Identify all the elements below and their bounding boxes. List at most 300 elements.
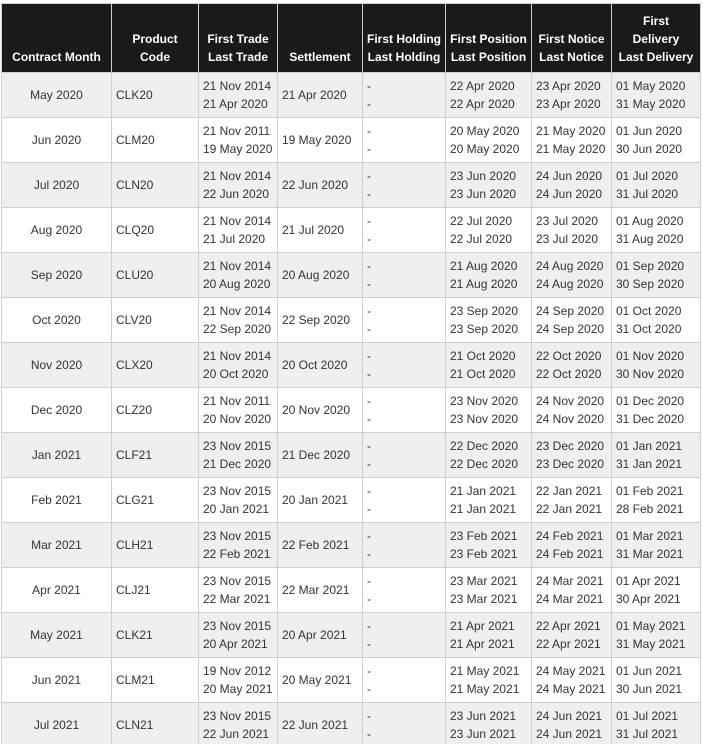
last-holding-date: - [367,97,371,111]
last-holding-date: - [367,277,371,291]
last-holding-date: - [367,457,371,471]
header-holding: First Holding Last Holding [363,4,446,73]
first-position-date: 21 May 2021 [450,664,520,678]
last-notice-date: 24 May 2021 [536,682,606,696]
product-code-cell [112,613,199,658]
notice-cell [532,523,612,568]
first-position-date: 21 Oct 2020 [450,349,516,363]
product-code-cell [112,253,199,298]
last-position-date: 23 Jun 2020 [450,187,517,201]
first-holding-date: - [367,169,371,183]
product-code-cell [112,658,199,703]
contract-month: Feb 2021 [31,493,82,507]
table-header [2,4,701,73]
trade-cell [199,658,278,703]
product-code-cell [112,433,199,478]
first-delivery-date: 01 Nov 2020 [616,349,685,363]
last-trade-date: 22 Feb 2021 [203,547,271,561]
last-delivery-date: 30 Apr 2021 [616,592,681,606]
trade-cell [199,703,278,744]
holding-cell [363,433,446,478]
settlement-date: 21 Dec 2020 [282,448,351,462]
last-delivery-date: 31 Jan 2021 [616,457,683,471]
contract-month: May 2021 [30,628,83,642]
contract-month-cell [2,523,112,568]
notice-cell [532,433,612,478]
first-delivery-date: 01 May 2021 [616,619,686,633]
delivery-cell [612,388,701,433]
product-code-cell [112,343,199,388]
first-delivery-date: 01 Mar 2021 [616,529,684,543]
last-trade-date: 20 Apr 2021 [203,637,268,651]
position-cell [446,343,532,388]
settlement-cell [278,343,363,388]
last-trade-date: 20 Aug 2020 [203,277,271,291]
last-trade-date: 22 Sep 2020 [203,322,272,336]
table-row [2,523,701,568]
product-code: CLK21 [116,628,153,642]
first-trade-date: 21 Nov 2014 [203,169,272,183]
trade-cell [199,118,278,163]
last-holding-date: - [367,547,371,561]
contract-month-cell [2,118,112,163]
first-delivery-date: 01 Oct 2020 [616,304,682,318]
first-trade-date: 23 Nov 2015 [203,439,272,453]
last-position-date: 23 Nov 2020 [450,412,519,426]
table-row [2,73,701,118]
table-row [2,613,701,658]
first-trade-date: 21 Nov 2011 [203,124,271,138]
delivery-cell [612,208,701,253]
last-delivery-date: 31 Mar 2021 [616,547,684,561]
last-notice-date: 22 Oct 2020 [536,367,602,381]
first-holding-date: - [367,79,371,93]
holding-cell [363,208,446,253]
position-cell [446,163,532,208]
first-position-date: 21 Apr 2021 [450,619,515,633]
holding-cell [363,118,446,163]
product-code: CLU20 [116,268,154,282]
last-trade-date: 19 May 2020 [203,142,273,156]
first-notice-date: 24 Feb 2021 [536,529,604,543]
settlement-cell [278,73,363,118]
last-holding-date: - [367,367,371,381]
first-holding-date: - [367,619,371,633]
contract-month-cell [2,253,112,298]
last-trade-date: 20 Oct 2020 [203,367,269,381]
trade-cell [199,73,278,118]
first-trade-date: 23 Nov 2015 [203,529,272,543]
delivery-cell [612,703,701,744]
product-code: CLM21 [116,673,155,687]
last-position-date: 21 Apr 2021 [450,637,515,651]
contract-month-cell [2,208,112,253]
settlement-date: 20 Apr 2021 [282,628,347,642]
notice-cell [532,613,612,658]
header-settlement: Settlement [278,4,363,73]
contract-month: Jan 2021 [31,448,82,462]
settlement-date: 20 Nov 2020 [282,403,351,417]
contract-month: Jun 2020 [31,133,82,147]
delivery-cell [612,658,701,703]
product-code: CLM20 [116,133,155,147]
product-code: CLN20 [116,178,154,192]
first-trade-date: 23 Nov 2015 [203,709,272,723]
first-notice-date: 21 May 2020 [536,124,606,138]
last-notice-date: 24 Mar 2021 [536,592,604,606]
notice-cell [532,568,612,613]
header-trade: First Trade Last Trade [199,4,278,73]
last-notice-date: 24 Sep 2020 [536,322,605,336]
first-delivery-date: 01 Dec 2020 [616,394,685,408]
settlement-date: 20 May 2021 [282,673,352,687]
product-code-cell [112,478,199,523]
first-notice-date: 24 Jun 2020 [536,169,603,183]
settlement-cell [278,613,363,658]
last-delivery-date: 31 May 2020 [616,97,686,111]
first-notice-date: 22 Jan 2021 [536,484,603,498]
settlement-date: 22 Sep 2020 [282,313,351,327]
first-notice-date: 24 Mar 2021 [536,574,604,588]
settlement-cell [278,118,363,163]
settlement-cell [278,388,363,433]
first-trade-date: 23 Nov 2015 [203,484,272,498]
product-code-cell [112,208,199,253]
first-holding-date: - [367,574,371,588]
delivery-cell [612,568,701,613]
first-delivery-date: 01 Jul 2021 [616,709,679,723]
product-code: CLG21 [116,493,155,507]
last-position-date: 22 Jul 2020 [450,232,513,246]
last-notice-date: 24 Feb 2021 [536,547,604,561]
trade-cell [199,388,278,433]
first-holding-date: - [367,394,371,408]
contract-month: Dec 2020 [30,403,83,417]
last-position-date: 20 May 2020 [450,142,520,156]
table-row [2,658,701,703]
settlement-cell [278,658,363,703]
first-delivery-date: 01 Jan 2021 [616,439,683,453]
first-holding-date: - [367,439,371,453]
product-code-cell [112,73,199,118]
delivery-cell [612,613,701,658]
table-body [2,73,701,744]
last-trade-date: 21 Jul 2020 [203,232,266,246]
position-cell [446,658,532,703]
first-holding-date: - [367,709,371,723]
product-code: CLV20 [116,313,152,327]
position-cell [446,568,532,613]
last-holding-date: - [367,232,371,246]
product-code-cell [112,118,199,163]
last-delivery-date: 31 Jul 2020 [616,187,679,201]
position-cell [446,703,532,744]
notice-cell [532,118,612,163]
table-row [2,703,701,744]
last-position-date: 23 Mar 2021 [450,592,518,606]
first-position-date: 22 Jul 2020 [450,214,513,228]
last-notice-date: 22 Apr 2021 [536,637,601,651]
settlement-cell [278,163,363,208]
product-code-cell [112,298,199,343]
contract-month-cell [2,343,112,388]
settlement-cell [278,433,363,478]
last-position-date: 22 Dec 2020 [450,457,519,471]
last-trade-date: 21 Apr 2020 [203,97,268,111]
settlement-date: 20 Jan 2021 [282,493,349,507]
last-holding-date: - [367,592,371,606]
last-notice-date: 24 Nov 2020 [536,412,605,426]
first-notice-date: 24 Sep 2020 [536,304,605,318]
first-position-date: 21 Aug 2020 [450,259,518,273]
last-notice-date: 23 Dec 2020 [536,457,605,471]
last-trade-date: 22 Jun 2021 [203,727,270,741]
notice-cell [532,658,612,703]
first-delivery-date: 01 Sep 2020 [616,259,685,273]
table-row [2,388,701,433]
last-position-date: 23 Jun 2021 [450,727,517,741]
last-holding-date: - [367,727,371,741]
contract-month-cell [2,298,112,343]
first-position-date: 23 Feb 2021 [450,529,518,543]
last-position-date: 21 Jan 2021 [450,502,517,516]
holding-cell [363,478,446,523]
last-notice-date: 21 May 2020 [536,142,606,156]
last-delivery-date: 28 Feb 2021 [616,502,684,516]
delivery-cell [612,343,701,388]
first-delivery-date: 01 Jun 2021 [616,664,683,678]
first-trade-date: 21 Nov 2014 [203,304,272,318]
last-trade-date: 20 Nov 2020 [203,412,272,426]
first-delivery-date: 01 May 2020 [616,79,686,93]
first-trade-date: 21 Nov 2014 [203,214,272,228]
first-delivery-date: 01 Feb 2021 [616,484,684,498]
table-row [2,433,701,478]
product-code: CLH21 [116,538,154,552]
product-code: CLJ21 [116,583,151,597]
settlement-cell [278,523,363,568]
last-notice-date: 24 Aug 2020 [536,277,604,291]
holding-cell [363,568,446,613]
table-row [2,163,701,208]
first-notice-date: 24 Nov 2020 [536,394,605,408]
last-holding-date: - [367,187,371,201]
delivery-cell [612,298,701,343]
first-notice-date: 24 Jun 2021 [536,709,603,723]
product-code-cell [112,523,199,568]
first-position-date: 23 Sep 2020 [450,304,519,318]
first-notice-date: 23 Apr 2020 [536,79,601,93]
holding-cell [363,343,446,388]
position-cell [446,433,532,478]
last-trade-date: 20 May 2021 [203,682,273,696]
contract-month: Apr 2021 [32,583,81,597]
settlement-date: 20 Aug 2020 [282,268,350,282]
contract-month: Aug 2020 [30,223,83,237]
contract-month-cell [2,163,112,208]
last-position-date: 21 May 2021 [450,682,520,696]
product-code: CLQ20 [116,223,155,237]
settlement-cell [278,298,363,343]
settlement-cell [278,253,363,298]
table-row [2,298,701,343]
table-row [2,208,701,253]
holding-cell [363,298,446,343]
first-delivery-date: 01 Jul 2020 [616,169,679,183]
header-notice: First Notice Last Notice [532,4,612,73]
delivery-cell [612,523,701,568]
product-code: CLX20 [116,358,153,372]
delivery-cell [612,73,701,118]
first-notice-date: 22 Oct 2020 [536,349,602,363]
first-position-date: 23 Jun 2020 [450,169,517,183]
first-holding-date: - [367,124,371,138]
settlement-date: 21 Jul 2020 [282,223,345,237]
first-notice-date: 23 Jul 2020 [536,214,599,228]
last-delivery-date: 31 Jul 2021 [616,727,679,741]
first-holding-date: - [367,484,371,498]
first-position-date: 23 Jun 2021 [450,709,517,723]
last-holding-date: - [367,142,371,156]
last-holding-date: - [367,502,371,516]
first-holding-date: - [367,529,371,543]
last-holding-date: - [367,322,371,336]
position-cell [446,478,532,523]
contract-calendar-table [1,3,701,744]
first-notice-date: 24 Aug 2020 [536,259,604,273]
first-position-date: 23 Nov 2020 [450,394,519,408]
settlement-date: 20 Oct 2020 [282,358,348,372]
last-trade-date: 22 Mar 2021 [203,592,271,606]
first-position-date: 22 Apr 2020 [450,79,515,93]
holding-cell [363,613,446,658]
notice-cell [532,73,612,118]
product-code: CLF21 [116,448,153,462]
first-holding-date: - [367,304,371,318]
delivery-cell [612,478,701,523]
notice-cell [532,253,612,298]
last-delivery-date: 30 Jun 2020 [616,142,683,156]
last-delivery-date: 31 Oct 2020 [616,322,682,336]
last-trade-date: 21 Dec 2020 [203,457,272,471]
table-row [2,478,701,523]
last-position-date: 23 Sep 2020 [450,322,519,336]
first-trade-date: 21 Nov 2014 [203,349,272,363]
first-holding-date: - [367,349,371,363]
contract-month-cell [2,613,112,658]
settlement-date: 22 Jun 2020 [282,178,349,192]
last-holding-date: - [367,637,371,651]
last-delivery-date: 30 Nov 2020 [616,367,685,381]
first-delivery-date: 01 Jun 2020 [616,124,683,138]
contract-month: Nov 2020 [30,358,83,372]
delivery-cell [612,163,701,208]
product-code-cell [112,163,199,208]
settlement-date: 22 Jun 2021 [282,718,349,732]
notice-cell [532,478,612,523]
first-trade-date: 23 Nov 2015 [203,574,272,588]
contract-month: Jun 2021 [31,673,82,687]
last-notice-date: 23 Apr 2020 [536,97,601,111]
position-cell [446,298,532,343]
holding-cell [363,163,446,208]
settlement-cell [278,703,363,744]
trade-cell [199,253,278,298]
delivery-cell [612,118,701,163]
notice-cell [532,298,612,343]
first-position-date: 20 May 2020 [450,124,520,138]
last-delivery-date: 30 Sep 2020 [616,277,685,291]
last-trade-date: 22 Jun 2020 [203,187,270,201]
first-position-date: 22 Dec 2020 [450,439,519,453]
product-code-cell [112,568,199,613]
trade-cell [199,478,278,523]
holding-cell [363,658,446,703]
contract-month-cell [2,433,112,478]
first-position-date: 23 Mar 2021 [450,574,518,588]
table-row [2,118,701,163]
last-position-date: 23 Feb 2021 [450,547,518,561]
settlement-date: 21 Apr 2020 [282,88,347,102]
first-notice-date: 24 May 2021 [536,664,606,678]
product-code-cell [112,703,199,744]
delivery-cell [612,433,701,478]
position-cell [446,253,532,298]
position-cell [446,73,532,118]
trade-cell [199,568,278,613]
table-row [2,253,701,298]
contract-month-cell [2,568,112,613]
position-cell [446,208,532,253]
first-holding-date: - [367,259,371,273]
notice-cell [532,703,612,744]
position-cell [446,118,532,163]
contract-month: Jul 2020 [33,178,80,192]
first-trade-date: 23 Nov 2015 [203,619,272,633]
last-delivery-date: 31 Aug 2020 [616,232,684,246]
trade-cell [199,433,278,478]
contract-month: May 2020 [30,88,83,102]
position-cell [446,388,532,433]
delivery-cell [612,253,701,298]
trade-cell [199,613,278,658]
first-trade-date: 21 Nov 2014 [203,259,272,273]
last-notice-date: 24 Jun 2020 [536,187,603,201]
product-code: CLN21 [116,718,154,732]
last-position-date: 22 Apr 2020 [450,97,515,111]
first-trade-date: 19 Nov 2012 [203,664,272,678]
settlement-cell [278,568,363,613]
trade-cell [199,343,278,388]
header-contract-month: Contract Month [2,4,112,73]
first-trade-date: 21 Nov 2011 [203,394,271,408]
first-notice-date: 23 Dec 2020 [536,439,605,453]
contract-month: Sep 2020 [30,268,83,282]
contract-month: Oct 2020 [32,313,81,327]
trade-cell [199,298,278,343]
product-code-cell [112,388,199,433]
settlement-date: 22 Feb 2021 [282,538,350,552]
first-holding-date: - [367,214,371,228]
header-delivery: First Delivery Last Delivery [612,4,701,73]
first-delivery-date: 01 Apr 2021 [616,574,681,588]
last-position-date: 21 Aug 2020 [450,277,518,291]
settlement-date: 22 Mar 2021 [282,583,350,597]
product-code: CLZ20 [116,403,153,417]
holding-cell [363,388,446,433]
table-row [2,568,701,613]
table-row [2,343,701,388]
